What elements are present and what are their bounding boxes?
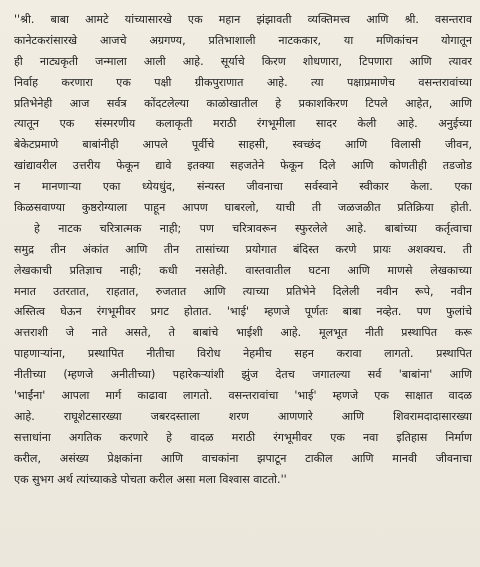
quoted-review-text	[14, 10, 472, 490]
text-line-2: कानेटकरांसारखे आजचे अग्रगण्य, प्रतिभाशाली नाटककार, या मणिकांचन योगातून	[14, 33, 472, 47]
text-line-6: त्यातून एक संस्मरणीय कलाकृती मराठी रंगभूमीला सादर केली आहे. अनुईच्या	[14, 117, 472, 131]
text-line-12: समुद्र तीन अंकांत आणि तीन तासांच्या प्रयोगात बंदिस्त करणे प्रायः अशक्यच. ती	[14, 242, 472, 256]
text-line-7: बेकेटप्रमाणे बाबांनीही आपले पूर्वीचे साहसी, स्वच्छंद आणि विलासी जीवन,	[14, 138, 472, 152]
text-line-10: किळसवाण्या कुष्ठरोग्याला पाहून आपण घाबरलो, याची ती जळजळीत प्रतिक्रिया होती.	[14, 201, 472, 215]
text-line-9: न मानणाऱ्या एका ध्येयधुंद, संन्यस्त जीवनाचा सर्वस्वाने स्वीकार केला. एका	[14, 180, 472, 194]
text-line-4: निर्वाह करणारा एक पक्षी ग्रीकपुराणात आहे. त्या पक्षाप्रमाणेच वसन्तरावांच्या	[14, 75, 472, 89]
text-line-14: मनात उतरतात, राहतात, रुजतात आणि त्याच्या प्रतिभेने दिलेली नवीन रूपे, नवीन	[14, 284, 472, 298]
text-line-3: ही नाट्यकृती जन्माला आली आहे. सूर्याचे किरण शोधणारा, टिपणारा आणि त्यावर	[14, 54, 472, 68]
text-line-5: प्रतिभेनेही आज सर्वत्र कोंदटलेल्या काळोखातील हे प्रकाशकिरण टिपले आहेत, आणि	[14, 96, 472, 110]
text-line-17: पाहणाऱ्यांना, प्रस्थापित नीतीचा विरोध नेहमीच सहन करावा लागतो. प्रस्थापित	[14, 347, 472, 361]
text-line-22: करील, असंख्य प्रेक्षकांना आणि वाचकांना झपाटून टाकील आणि मानवी जीवनाचा	[14, 451, 472, 465]
text-line-1: ''श्री. बाबा आमटे यांच्यासारखे एक महान झंझावती व्यक्तिमत्त्व आणि श्री. वसन्तराव	[14, 13, 472, 26]
text-line-21: सत्ताधांना अगतिक करणारे हे वादळ मराठी रंगभूमीवर एक नवा इतिहास निर्माण	[14, 430, 472, 444]
text-line-16: अत्तराशी जे नाते असते, ते बाबांचे भाईशी आहे. मूलभूत नीती प्रस्थापित करू	[14, 326, 472, 340]
text-line-11: हे नाटक चरित्रात्मक नाही; पण चरित्रावरून स्फुरलेले आहे. बाबांच्या कर्तृत्वाचा	[34, 221, 472, 235]
text-line-15: अस्तित्व घेऊन रंगभूमीवर प्रगट होतात. 'भाई' म्हणजे पूर्णतः बाबा नव्हेत. पण फुलांचे	[14, 305, 472, 319]
text-line-18: नीतीच्या (म्हणजे अनीतीच्या) पहारेकऱ्यांशी झुंज देतच जगातल्या सर्व 'बाबांना' आणि	[14, 368, 472, 382]
text-line-19: 'भाईंना' आपला मार्ग काढावा लागतो. वसन्तरावांचा 'भाई' म्हणजे एक साक्षात वादळ	[14, 389, 472, 403]
text-line-8: खांद्यावरील उत्तरीय फेकून द्यावे इतक्या सहजतेने फेकून दिले आणि कोणतीही तडजोड	[14, 159, 472, 173]
text-line-20: आहे. राघूशेटसारख्या जबरदस्ताला शरण आणणारे आणि शिवरामदादासारख्या	[14, 409, 472, 423]
text-line-13: लेखकाची प्रतिज्ञाच नाही; कधी नसतेही. वास्तवातील घटना आणि माणसे लेखकाच्या	[14, 263, 472, 277]
text-line-23: एक सुभग अर्थ त्यांच्याकडे पोचता करील असा मला विश्वास वाटतो.''	[14, 472, 287, 486]
